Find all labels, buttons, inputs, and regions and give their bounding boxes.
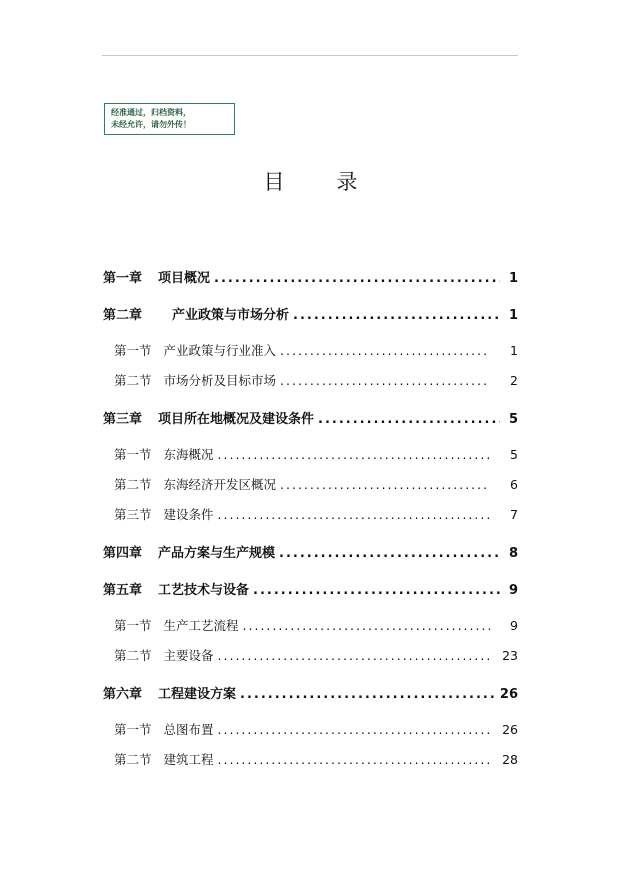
toc-entry-number: 第二节 — [114, 752, 152, 767]
toc-entry-chapter-5[interactable] — [103, 579, 518, 598]
toc-entry-number: 第二节 — [114, 373, 152, 388]
toc-entry-page: 26 — [499, 687, 518, 702]
toc-entry-title: 产业政策与市场分析 — [172, 308, 290, 323]
toc-dot-leader — [218, 752, 490, 767]
toc-entry-title: 产品方案与生产规模 — [158, 546, 276, 561]
toc-entry-title: 项目概况 — [158, 271, 211, 286]
title-char-1: 目 — [263, 170, 285, 194]
toc-entry-number: 第二节 — [114, 648, 152, 663]
toc-entry-chapter-3[interactable] — [103, 408, 518, 427]
toc-entry-section-3-1[interactable] — [114, 445, 518, 463]
toc-entry-page: 5 — [510, 447, 518, 462]
toc-entry-number: 第一章 — [103, 271, 143, 286]
toc-entry-number: 第三章 — [103, 412, 143, 427]
toc-entry-number: 第二节 — [114, 477, 152, 492]
toc-dot-leader — [214, 271, 500, 286]
toc-dot-leader — [279, 546, 500, 561]
toc-entry-number: 第六章 — [103, 687, 143, 702]
toc-dot-leader — [240, 687, 496, 702]
toc-entry-page: 26 — [502, 722, 518, 737]
toc-entry-chapter-2[interactable] — [103, 304, 518, 323]
toc-dot-leader — [318, 412, 500, 427]
toc-entry-page: 6 — [510, 477, 518, 492]
toc-entry-title: 市场分析及目标市场 — [163, 373, 277, 388]
toc-entry-section-6-2[interactable] — [114, 750, 518, 768]
page-title — [0, 166, 621, 196]
toc-dot-leader — [218, 447, 490, 462]
toc-entry-page: 7 — [510, 507, 518, 522]
toc-entry-title: 建筑工程 — [163, 752, 214, 767]
toc-entry-title: 东海概况 — [163, 447, 214, 462]
toc-entry-number: 第一节 — [114, 618, 152, 633]
toc-entry-section-2-1[interactable] — [114, 341, 518, 359]
toc-dot-leader — [218, 722, 490, 737]
toc-entry-chapter-6[interactable] — [103, 683, 518, 702]
stamp-line-1: 经准通过，归档资料， — [111, 108, 191, 117]
toc-entry-section-6-1[interactable] — [114, 720, 518, 738]
toc-dot-leader — [253, 583, 500, 598]
toc-entry-section-3-3[interactable] — [114, 505, 518, 523]
toc-dot-leader — [243, 618, 490, 633]
stamp-line-2: 未经允许，请勿外传！ — [111, 120, 191, 129]
toc-entry-page: 1 — [508, 308, 518, 323]
toc-entry-page: 8 — [508, 546, 518, 561]
toc-entry-title: 项目所在地概况及建设条件 — [158, 412, 315, 427]
header-rule — [102, 55, 518, 56]
toc-entry-section-2-2[interactable] — [114, 371, 518, 389]
toc-entry-number: 第三节 — [114, 507, 152, 522]
toc-entry-page: 28 — [502, 752, 518, 767]
toc-entry-page: 2 — [510, 373, 518, 388]
toc-entry-number: 第五章 — [103, 583, 143, 598]
toc-entry-number: 第二章 — [103, 308, 143, 323]
toc-dot-leader — [293, 308, 500, 323]
toc-entry-title: 东海经济开发区概况 — [163, 477, 277, 492]
toc-entry-number: 第四章 — [103, 546, 143, 561]
toc-entry-title: 主要设备 — [163, 648, 214, 663]
toc-entry-title: 建设条件 — [163, 507, 214, 522]
toc-entry-section-5-1[interactable] — [114, 616, 518, 634]
toc-entry-page: 1 — [508, 271, 518, 286]
toc-entry-page: 9 — [508, 583, 518, 598]
confidential-stamp — [104, 103, 235, 135]
toc-entry-title: 总图布置 — [163, 722, 214, 737]
toc-entry-number: 第一节 — [114, 722, 152, 737]
toc-entry-title: 工艺技术与设备 — [158, 583, 250, 598]
toc-entry-title: 生产工艺流程 — [163, 618, 239, 633]
title-char-2: 录 — [336, 170, 358, 194]
toc-entry-number: 第一节 — [114, 343, 152, 358]
toc-entry-page: 5 — [508, 412, 518, 427]
toc-entry-page: 1 — [510, 343, 518, 358]
toc-entry-title: 产业政策与行业准入 — [163, 343, 277, 358]
toc-entry-section-3-2[interactable] — [114, 475, 518, 493]
toc-entry-chapter-1[interactable] — [103, 267, 518, 286]
toc-dot-leader — [280, 477, 490, 492]
toc-entry-chapter-4[interactable] — [103, 542, 518, 561]
toc-entry-number: 第一节 — [114, 447, 152, 462]
toc-dot-leader — [218, 507, 490, 522]
toc-entry-page: 23 — [502, 648, 518, 663]
toc-entry-section-5-2[interactable] — [114, 646, 518, 664]
toc-dot-leader — [280, 343, 490, 358]
toc-dot-leader — [218, 648, 490, 663]
toc-entry-title: 工程建设方案 — [158, 687, 237, 702]
toc-dot-leader — [280, 373, 490, 388]
toc-entry-page: 9 — [510, 618, 518, 633]
